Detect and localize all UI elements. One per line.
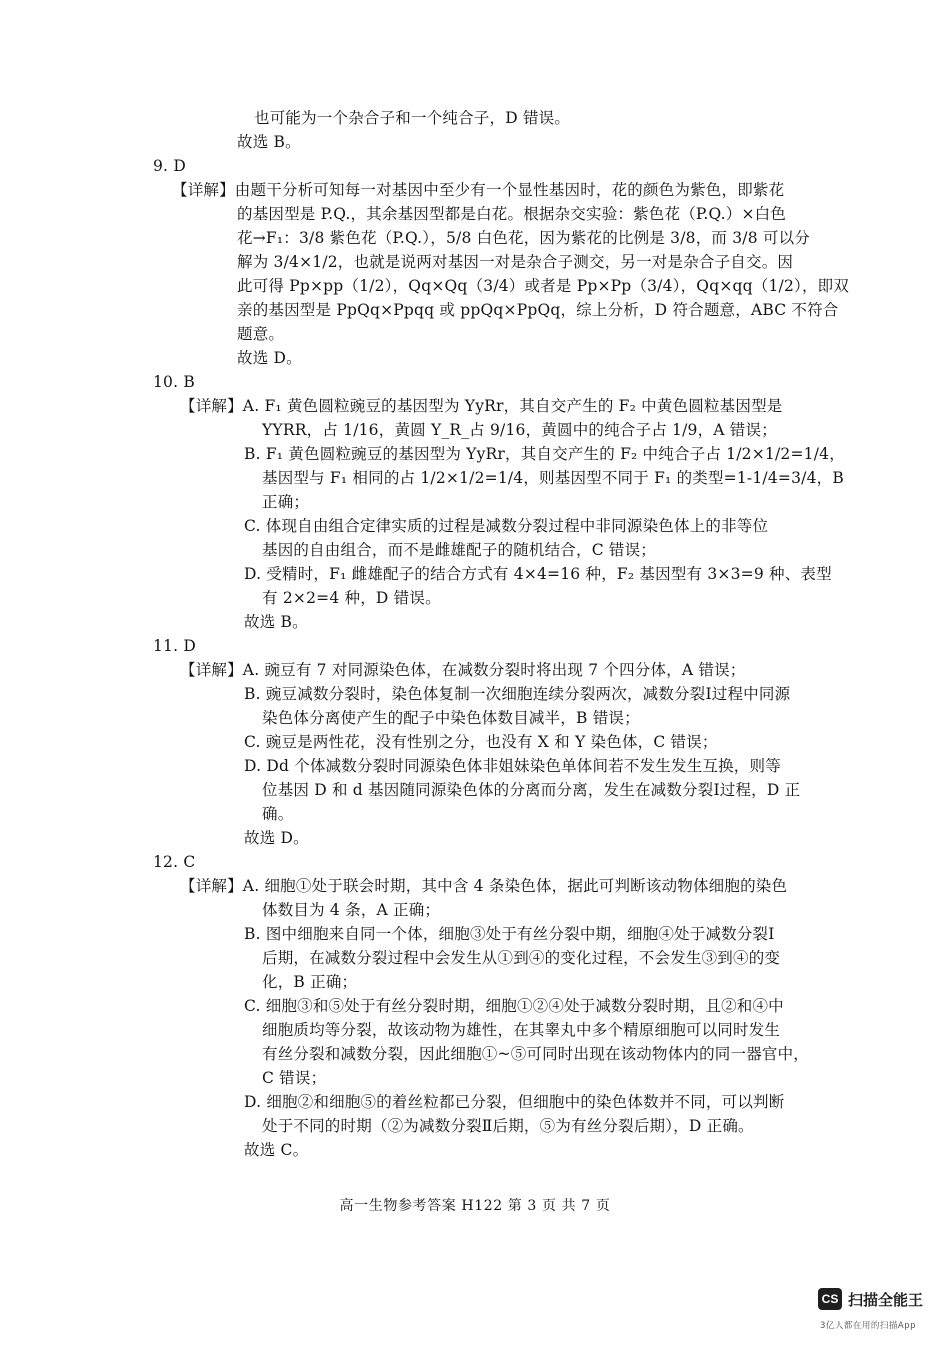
q9-line: 花→F₁：3/8 紫色花（P.Q.），5/8 白色花，因为紫花的比例是 3/8，而 3/8 可以分	[237, 229, 811, 247]
q12-line: D. 细胞②和细胞⑤的着丝粒都已分裂，但细胞中的染色体数并不同，可以判断	[244, 1093, 785, 1111]
q9-answer: 故选 D。	[237, 349, 302, 367]
q11-answer: 故选 D。	[244, 829, 309, 847]
q12-line: 化，B 正确；	[262, 973, 358, 991]
q12-line: 细胞质均等分裂，故该动物为雄性，在其睾丸中多个精原细胞可以同时发生	[262, 1021, 781, 1039]
q9-line: 【详解】由题干分析可知每一对基因中至少有一个显性基因时，花的颜色为紫色，即紫花	[172, 181, 785, 199]
q10-answer: 故选 B。	[244, 613, 308, 631]
q9-line: 亲的基因型是 PpQq×Ppqq 或 ppQq×PpQq，综上分析，D 符合题意，ABC 不符合	[237, 301, 839, 319]
q12-line: 后期，在减数分裂过程中会发生从①到④的变化过程，不会发生③到④的变	[262, 949, 781, 967]
q12-line: 有丝分裂和减数分裂，因此细胞①~⑤可同时出现在该动物体内的同一器官中，	[262, 1045, 809, 1063]
q9-line: 解为 3/4×1/2，也就是说两对基因一对是杂合子测交，另一对是杂合子自交。因	[237, 253, 794, 271]
q10-line: B. F₁ 黄色圆粒豌豆的基因型为 YyRr，其自交产生的 F₂ 中纯合子占 1/2×1/2=1/4，	[244, 445, 845, 463]
q12-line: C 错误；	[262, 1069, 327, 1087]
q11-line: 【详解】A. 豌豆有 7 对同源染色体，在减数分裂时将出现 7 个四分体，A 错误；	[180, 661, 746, 679]
q12-line: 处于不同的时期（②为减数分裂Ⅱ后期，⑤为有丝分裂后期），D 正确。	[262, 1117, 754, 1135]
q12-line: 【详解】A. 细胞①处于联会时期，其中含 4 条染色体，据此可判断该动物体细胞的染色	[180, 877, 788, 895]
q12-answer: 故选 C。	[244, 1141, 309, 1159]
q11-line: 位基因 D 和 d 基因随同源染色体的分离而分离，发生在减数分裂Ⅰ过程，D 正	[262, 781, 801, 799]
q11-line: D. Dd 个体减数分裂时同源染色体非姐妹染色单体间若不发生发生互换，则等	[244, 757, 781, 775]
watermark-brand: 扫描全能王	[848, 1291, 924, 1309]
q12-header: 12. C	[153, 853, 196, 871]
q9-line: 此可得 Pp×pp（1/2），Qq×Qq（3/4）或者是 Pp×Pp（3/4），Qq×qq（1/2），即双	[237, 277, 850, 295]
camscanner-logo-icon: CS	[818, 1288, 842, 1310]
q11-line: 确。	[262, 805, 294, 823]
q10-line: 【详解】A. F₁ 黄色圆粒豌豆的基因型为 YyRr，其自交产生的 F₂ 中黄色圆粒基因型是	[180, 397, 783, 415]
q11-line: 染色体分离使产生的配子中染色体数目减半，B 错误；	[262, 709, 640, 727]
q10-line: YYRR，占 1/16，黄圆 Y_R_占 9/16，黄圆中的纯合子占 1/9，A 错误；	[262, 421, 777, 439]
prev-answer-line: 也可能为一个杂合子和一个纯合子，D 错误。	[254, 109, 571, 127]
scanner-watermark	[818, 1288, 943, 1338]
q9-line: 题意。	[237, 325, 285, 343]
q11-line: C. 豌豆是两性花，没有性别之分，也没有 X 和 Y 染色体，C 错误；	[244, 733, 718, 751]
q10-line: 基因的自由组合，而不是雌雄配子的随机结合，C 错误；	[262, 541, 656, 559]
q12-line: 体数目为 4 条，A 正确；	[262, 901, 441, 919]
q11-line: B. 豌豆减数分裂时，染色体复制一次细胞连续分裂两次，减数分裂Ⅰ过程中同源	[244, 685, 791, 703]
prev-answer-choice: 故选 B。	[237, 133, 301, 151]
q10-line: D. 受精时，F₁ 雌雄配子的结合方式有 4×4=16 种，F₂ 基因型有 3×3=9 种、表型	[244, 565, 832, 583]
q10-line: C. 体现自由组合定律实质的过程是减数分裂过程中非同源染色体上的非等位	[244, 517, 769, 535]
q9-line: 的基因型是 P.Q.，其余基因型都是白花。根据杂交实验：紫色花（P.Q.）×白色	[237, 205, 787, 223]
watermark-slogan: 3亿人都在用的扫描App	[820, 1321, 917, 1331]
q12-line: B. 图中细胞来自同一个体，细胞③处于有丝分裂中期，细胞④处于减数分裂Ⅰ	[244, 925, 775, 943]
q10-line: 有 2×2=4 种，D 错误。	[262, 589, 441, 607]
page-footer: 高一生物参考答案 H122 第 3 页 共 7 页	[339, 1198, 611, 1214]
q10-line: 基因型与 F₁ 相同的占 1/2×1/2=1/4，则基因型不同于 F₁ 的类型=1-1/4=3/4，B	[262, 469, 844, 487]
q9-header: 9. D	[153, 157, 186, 175]
q12-line: C. 细胞③和⑤处于有丝分裂时期，细胞①②④处于减数分裂时期，且②和④中	[244, 997, 784, 1015]
q11-header: 11. D	[153, 637, 197, 655]
q10-line: 正确；	[262, 493, 310, 511]
q10-header: 10. B	[153, 373, 195, 391]
